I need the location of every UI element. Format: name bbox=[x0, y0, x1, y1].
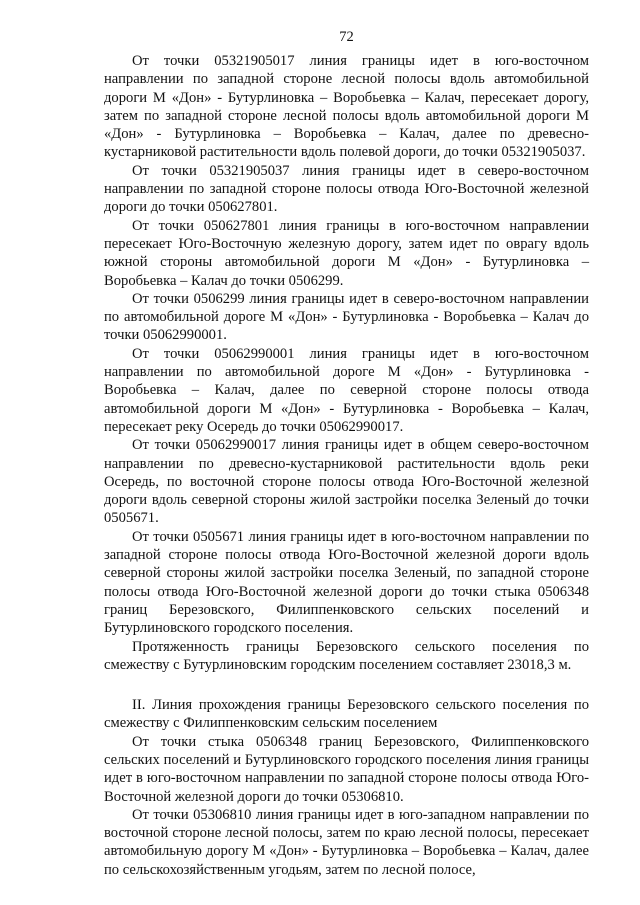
paragraph-6: От точки 05062990017 линия границы идет в общем северо-восточном направлении по древесно-кустарниковой растительности вдоль реки Осередь, по восточной стороне полосы отвода Юго-Восточной железной дороги вдоль северной стороны жилой застройки поселка Зеленый до точки 0505671. bbox=[104, 437, 589, 527]
paragraph-1: От точки 05321905017 линия границы идет в юго-восточном направлении по западной стороне лесной полосы вдоль автомобильной дороги М «Дон» - Бутурлиновка – Воробьевка – Калач, пересекает дорогу, затем по западной стороне лесной полосы вдоль автомобильной дороги М «Дон» - Бутурлиновка – Воробьевка – Калач, далее по древесно-кустарниковой растительности вдоль полевой дороги, до точки 05321905037. bbox=[104, 53, 589, 161]
paragraph-length-summary: Протяженность границы Березовского сельского поселения по смежеству с Бутурлиновским городским поселением составляет 23018,3 м. bbox=[104, 638, 589, 673]
paragraph-9: От точки 05306810 линия границы идет в юго-западном направлении по восточной стороне лесной полосы, затем по краю лесной полосы, пересекает автомобильную дорогу М «Дон» - Бутурлиновка – Воробьевка – Калач, далее по сельскохозяйственным угодьям, затем по лесной полосе, bbox=[104, 806, 589, 878]
paragraph-7: От точки 0505671 линия границы идет в юго-восточном направлении по западной стороне полосы отвода Юго-Восточной железной дороги вдоль северной стороны жилой застройки поселка Зеленый, по западной стороне полосы отвода Юго-Восточной железной дороги до точки стыка 0506348 границ Березовского, Филиппенковского сельских поселений и Бутурлиновского городского поселения. bbox=[104, 528, 589, 637]
paragraph-8: От точки стыка 0506348 границ Березовского, Филиппенковского сельских поселений и Бутурлиновского городского поселения линия границы идет в юго-восточном направлении по западной стороне полосы отвода Юго-Восточной железной дороги до точки 05306810. bbox=[104, 733, 589, 805]
section-gap bbox=[104, 674, 589, 696]
paragraph-4: От точки 0506299 линия границы идет в северо-восточном направлении по автомобильной дороге М «Дон» - Бутурлиновка - Воробьевка – Калач до точки 05062990001. bbox=[104, 290, 589, 344]
paragraph-5: От точки 05062990001 линия границы идет в юго-восточном направлении по автомобильной дороге М «Дон» - Бутурлиновка - Воробьевка – Калач, далее по северной стороне полосы отвода автомобильной дороги М «Дон» - Бутурлиновка - Воробьевка – Калач, пересекает реку Осередь до точки 05062990017. bbox=[104, 345, 589, 435]
paragraph-2: От точки 05321905037 линия границы идет в северо-восточном направлении по западной стороне полосы отвода Юго-Восточной железной дороги до точки 050627801. bbox=[104, 162, 589, 216]
page-number: 72 bbox=[339, 29, 354, 45]
paragraph-3: От точки 050627801 линия границы в юго-восточном направлении пересекает Юго-Восточную железную дорогу, затем идет по оврагу вдоль южной стороны автомобильной дороги М «Дон» - Бутурлиновка – Воробьевка – Калач до точки 0506299. bbox=[104, 217, 589, 289]
document-page bbox=[104, 28, 589, 879]
section-title: II. Линия прохождения границы Березовского сельского поселения по смежеству с Филиппенковским сельским поселением bbox=[104, 697, 589, 732]
